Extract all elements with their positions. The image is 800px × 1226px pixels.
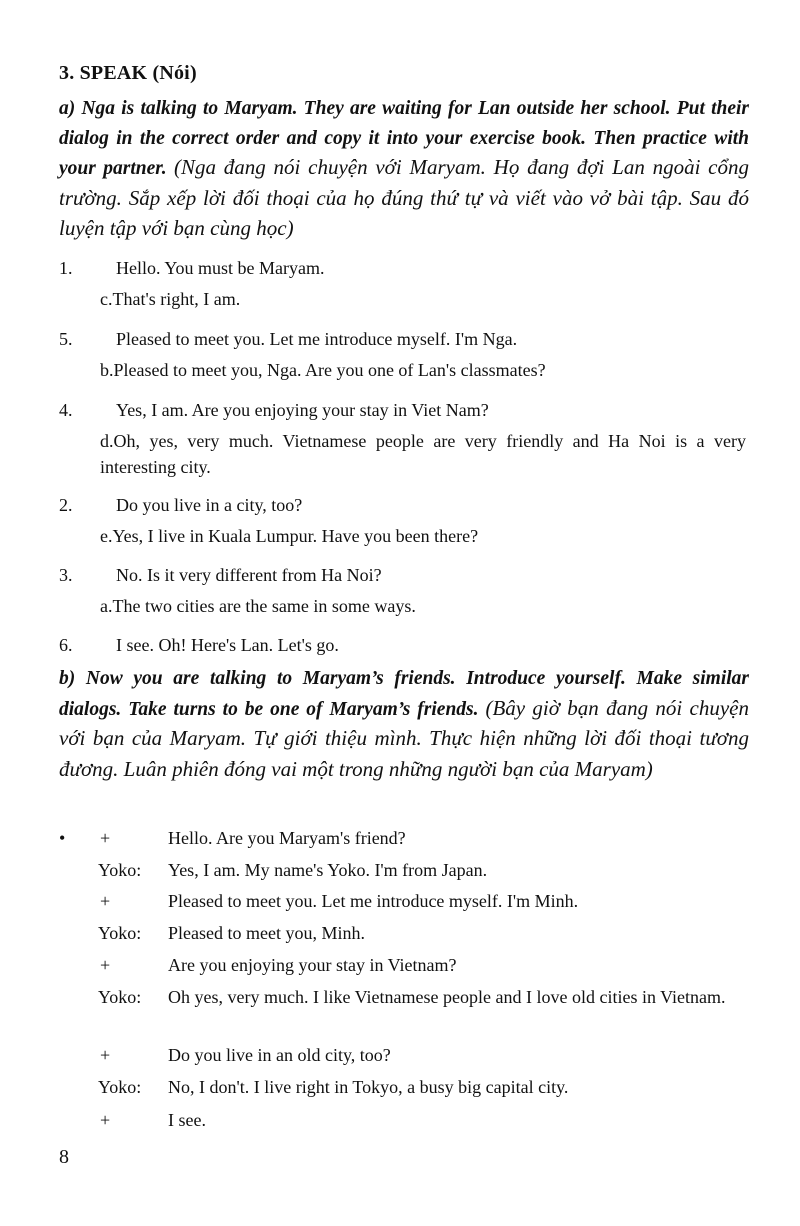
bullet: •: [59, 828, 66, 848]
instruction-b-vi: (Bây giờ bạn đang nói chuyện với bạn của Maryam. Tự giới thiệu mình. Thực hiện những lời đối thoại tương đương. Luân phiên đóng vai một trong những người bạn của Maryam): [59, 695, 750, 781]
pair-number: 2.: [59, 495, 73, 515]
utterance: Do you live in an old city, too?: [168, 1045, 391, 1065]
dialog-line: Yes, I am. Are you enjoying your stay in Viet Nam?: [116, 400, 489, 420]
dialog-reply: e.Yes, I live in Kuala Lumpur. Have you been there?: [100, 526, 479, 546]
speaker-label: +: [100, 955, 111, 975]
pair-number: 3.: [59, 565, 73, 585]
utterance: I see.: [168, 1110, 206, 1130]
dialog-reply: d.Oh, yes, very much. Vietnamese people are very friendly and Ha Noi is a very interesting city.: [100, 431, 746, 477]
instruction-a-en: a) Nga is talking to Maryam. They are waiting for Lan outside her school. Put their dialog in the correct order and copy it into your exercise book. Then practice with your partner.: [59, 98, 749, 179]
speaker-label: +: [100, 1110, 111, 1130]
dialog-reply: a.The two cities are the same in some ways.: [100, 596, 416, 616]
utterance: Pleased to meet you, Minh.: [168, 923, 365, 943]
dialog-line: Do you live in a city, too?: [116, 495, 303, 515]
dialog-line: No. Is it very different from Ha Noi?: [116, 565, 382, 585]
utterance: Oh yes, very much. I like Vietnamese people and I love old cities in Vietnam.: [168, 987, 726, 1007]
section-heading: 3. SPEAK (Nói): [59, 62, 197, 84]
instruction-b-en: b) Now you are talking to Maryam’s friends. Introduce yourself. Make similar dialogs. Take turns to be one of Maryam’s friends.: [59, 668, 749, 720]
instruction-a: [59, 94, 749, 245]
speaker-label: +: [100, 828, 111, 848]
speaker-label: +: [100, 891, 111, 911]
utterance: Hello. Are you Maryam's friend?: [168, 828, 406, 848]
pair-number: 5.: [59, 329, 73, 349]
pair-number: 6.: [59, 635, 73, 655]
dialog-line: Hello. You must be Maryam.: [116, 258, 325, 278]
instruction-b: [59, 664, 749, 785]
utterance: No, I don't. I live right in Tokyo, a busy big capital city.: [168, 1077, 569, 1097]
speaker-label: Yoko:: [98, 860, 142, 880]
pair-number: 4.: [59, 400, 73, 420]
utterance: Are you enjoying your stay in Vietnam?: [168, 955, 457, 975]
speaker-label: Yoko:: [98, 923, 142, 943]
dialog-line: I see. Oh! Here's Lan. Let's go.: [116, 635, 339, 655]
page-number: 8: [59, 1146, 69, 1168]
dialog-reply: c.That's right, I am.: [100, 289, 241, 309]
speaker-label: Yoko:: [98, 987, 142, 1007]
dialog-reply: b.Pleased to meet you, Nga. Are you one of Lan's classmates?: [100, 360, 546, 380]
instruction-a-vi: (Nga đang nói chuyện với Maryam. Họ đang đợi Lan ngoài cổng trường. Sắp xếp lời đối thoại của họ đúng thứ tự và viết vào vở bài tập. Sau đó luyện tập với bạn cùng học): [59, 155, 750, 240]
speaker-label: Yoko:: [98, 1077, 142, 1097]
utterance: Yes, I am. My name's Yoko. I'm from Japan.: [168, 860, 488, 880]
dialog-line: Pleased to meet you. Let me introduce myself. I'm Nga.: [116, 329, 518, 349]
pair-number: 1.: [59, 258, 73, 278]
utterance: Pleased to meet you. Let me introduce myself. I'm Minh.: [168, 891, 579, 911]
speaker-label: +: [100, 1045, 111, 1065]
